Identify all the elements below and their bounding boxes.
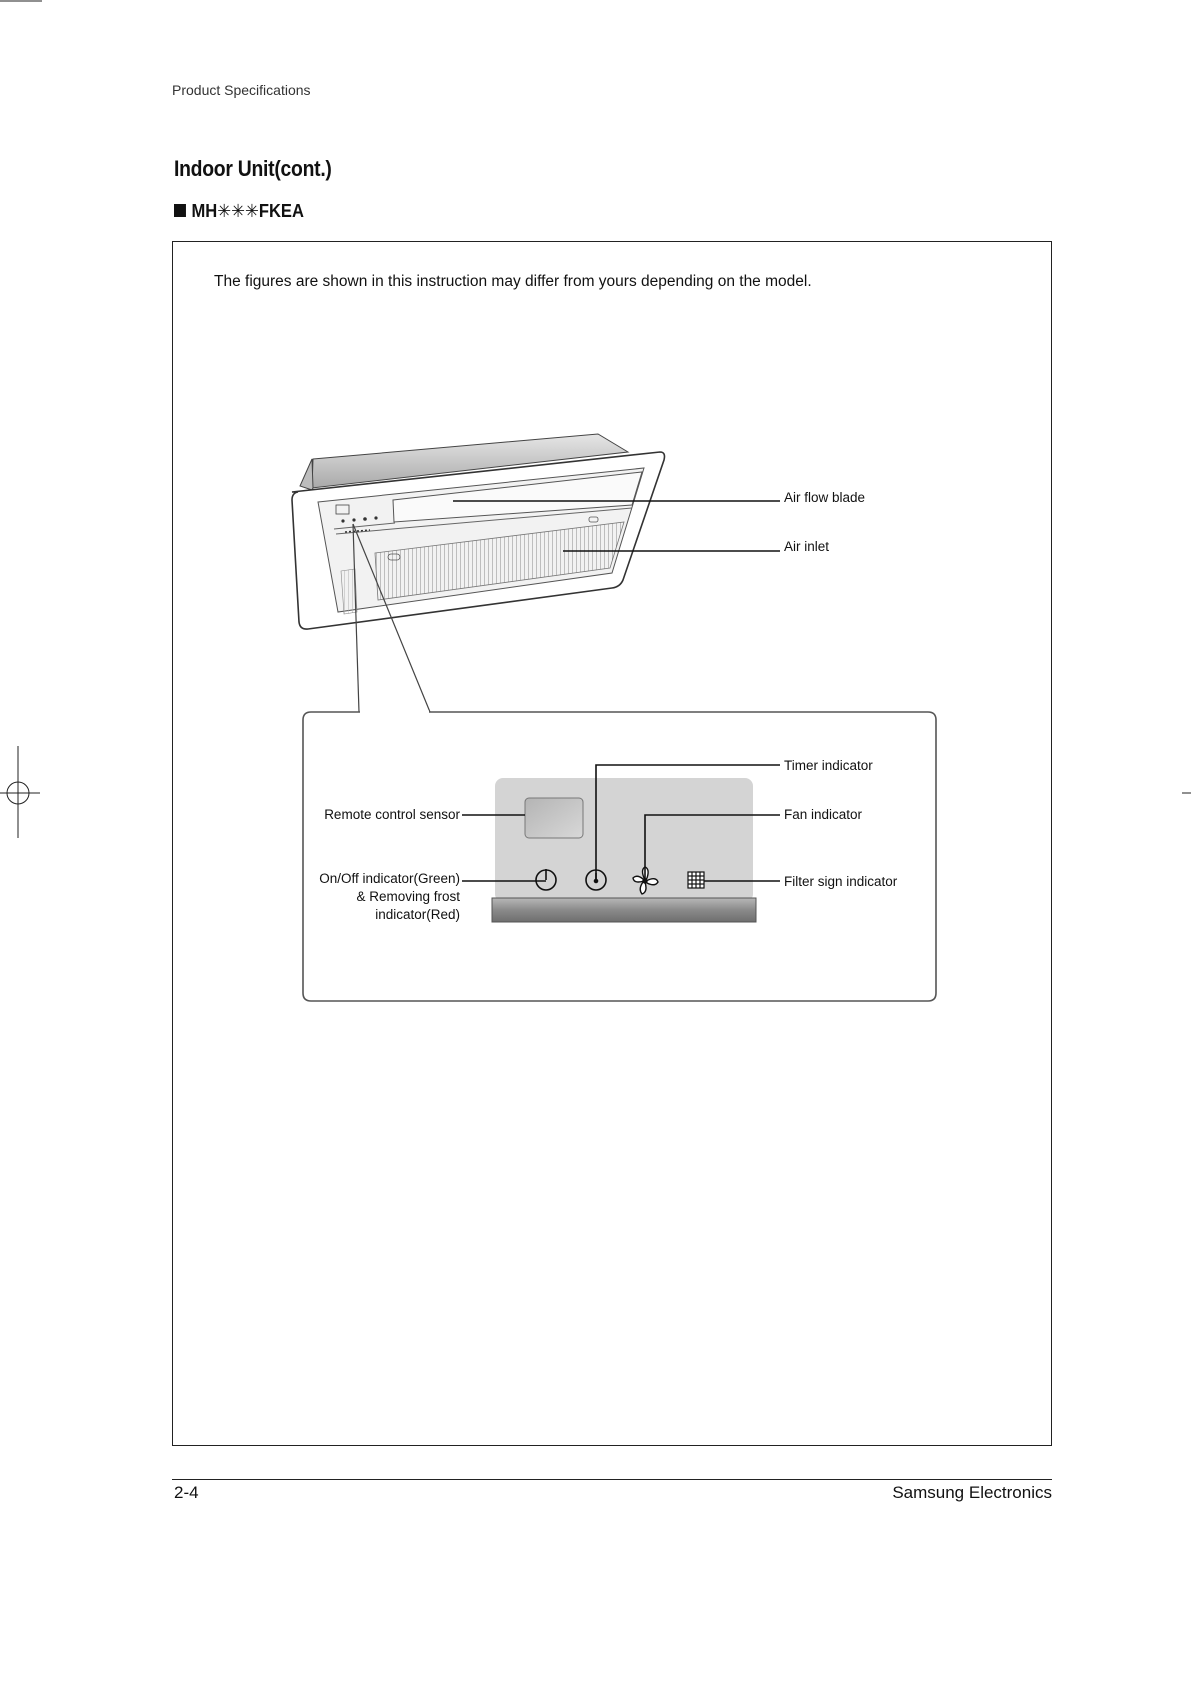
page-number: 2-4	[174, 1483, 199, 1502]
panel-bar	[492, 898, 756, 922]
callout-timer-indicator: Timer indicator	[784, 758, 873, 773]
callout-fan-indicator: Fan indicator	[784, 807, 863, 822]
callout-onoff-line3: indicator(Red)	[375, 907, 460, 922]
callout-filter-sign-indicator: Filter sign indicator	[784, 874, 898, 889]
model-name: MH✳✳✳FKEA	[191, 201, 304, 221]
running-header: Product Specifications	[172, 82, 311, 98]
callout-air-inlet: Air inlet	[784, 539, 830, 554]
filter-icon	[688, 872, 704, 888]
footer-rule	[172, 1479, 1052, 1480]
callout-onoff-line2: & Removing frost	[356, 889, 460, 904]
callout-onoff-line1: On/Off indicator(Green)	[319, 871, 460, 886]
unit-housing	[292, 434, 665, 629]
callout-remote-control-sensor: Remote control sensor	[324, 807, 460, 822]
figure-note: The figures are shown in this instruction may differ from yours depending on the model.	[214, 273, 812, 290]
callout-air-flow-blade: Air flow blade	[784, 490, 866, 505]
remote-control-sensor-window	[525, 798, 583, 838]
section-title: Indoor Unit(cont.)	[174, 156, 332, 181]
control-panel	[492, 778, 756, 922]
publisher-name: Samsung Electronics	[892, 1483, 1052, 1502]
callout-onoff-indicator	[319, 870, 460, 924]
